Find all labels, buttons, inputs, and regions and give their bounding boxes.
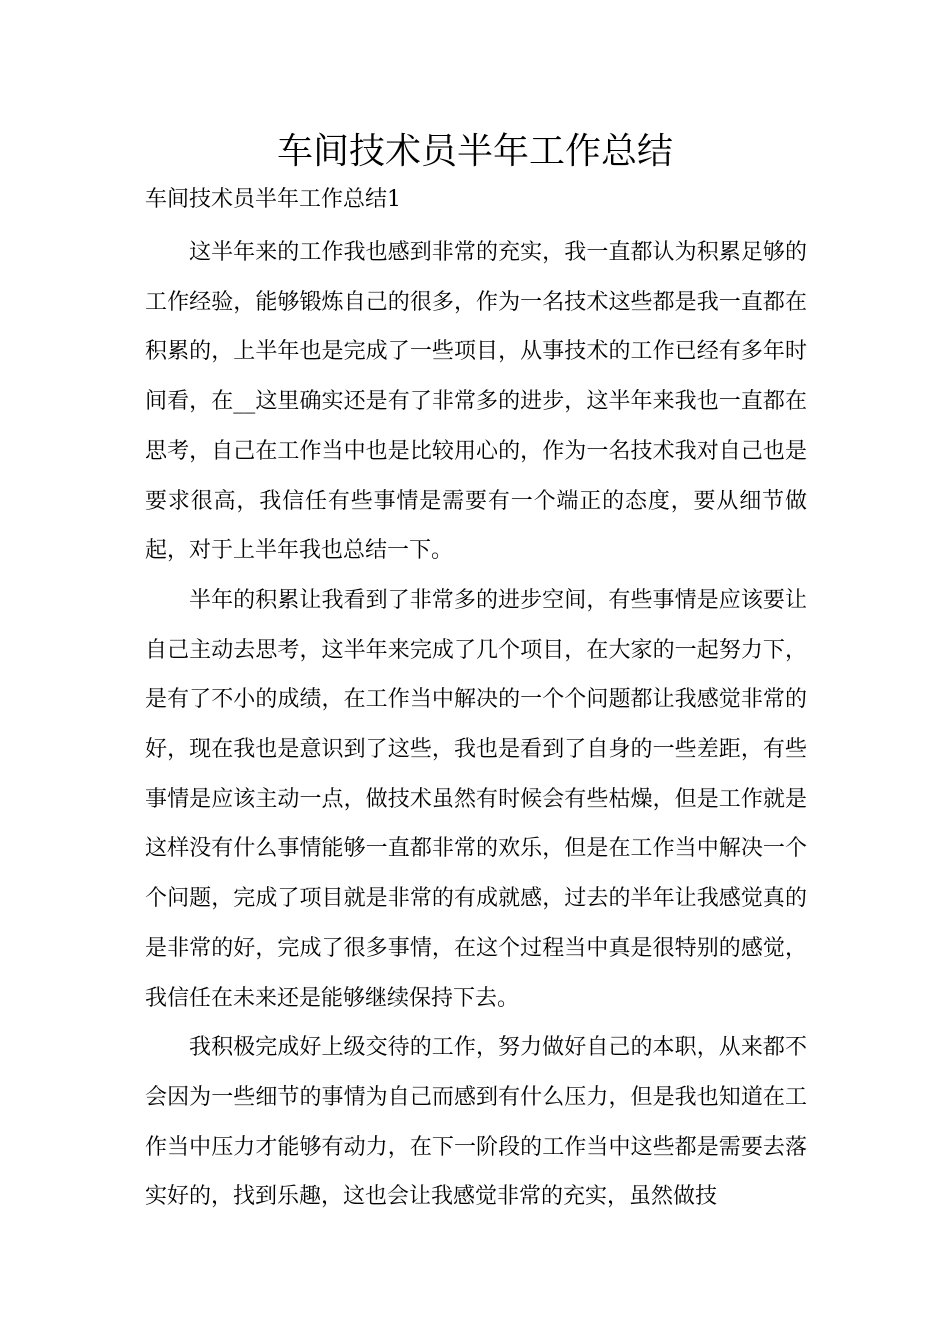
paragraph: 我积极完成好上级交待的工作，努力做好自己的本职，从来都不会因为一些细节的事情为自己而感到有什么压力，但是我也知道在工作当中压力才能够有动力，在下一阶段的工作当中这些都是需要去落实好的，找到乐趣，这也会让我感觉非常的充实，虽然做技 <box>145 1035 807 1210</box>
paragraph: 半年的积累让我看到了非常多的进步空间，有些事情是应该要让自己主动去思考，这半年来完成了几个项目，在大家的一起努力下，是有了不小的成绩，在工作当中解决的一个个问题都让我感觉非常的好，现在我也是意识到了这些，我也是看到了自身的一些差距，有些事情是应该主动一点，做技术虽然有时候会有些枯燥，但是工作就是这样没有什么事情能够一直都非常的欢乐，但是在工作当中解决一个个问题，完成了项目就是非常的有成就感，过去的半年让我感觉真的是非常的好，完成了很多事情，在这个过程当中真是很特别的感觉，我信任在未来还是能够继续保持下去。 <box>145 587 807 1011</box>
document-title: 车间技术员半年工作总结 <box>276 131 673 172</box>
section-heading: 车间技术员半年工作总结1 <box>145 187 401 212</box>
paragraph: 这半年来的工作我也感到非常的充实，我一直都认为积累足够的工作经验，能够锻炼自己的很多，作为一名技术这些都是我一直都在积累的，上半年也是完成了一些项目，从事技术的工作已经有多年时间看，在__这里确实还是有了非常多的进步，这半年来我也一直都在思考，自己在工作当中也是比较用心的，作为一名技术我对自己也是要求很高，我信任有些事情是需要有一个端正的态度，要从细节做起，对于上半年我也总结一下。 <box>145 240 807 564</box>
document-body <box>145 228 807 1222</box>
